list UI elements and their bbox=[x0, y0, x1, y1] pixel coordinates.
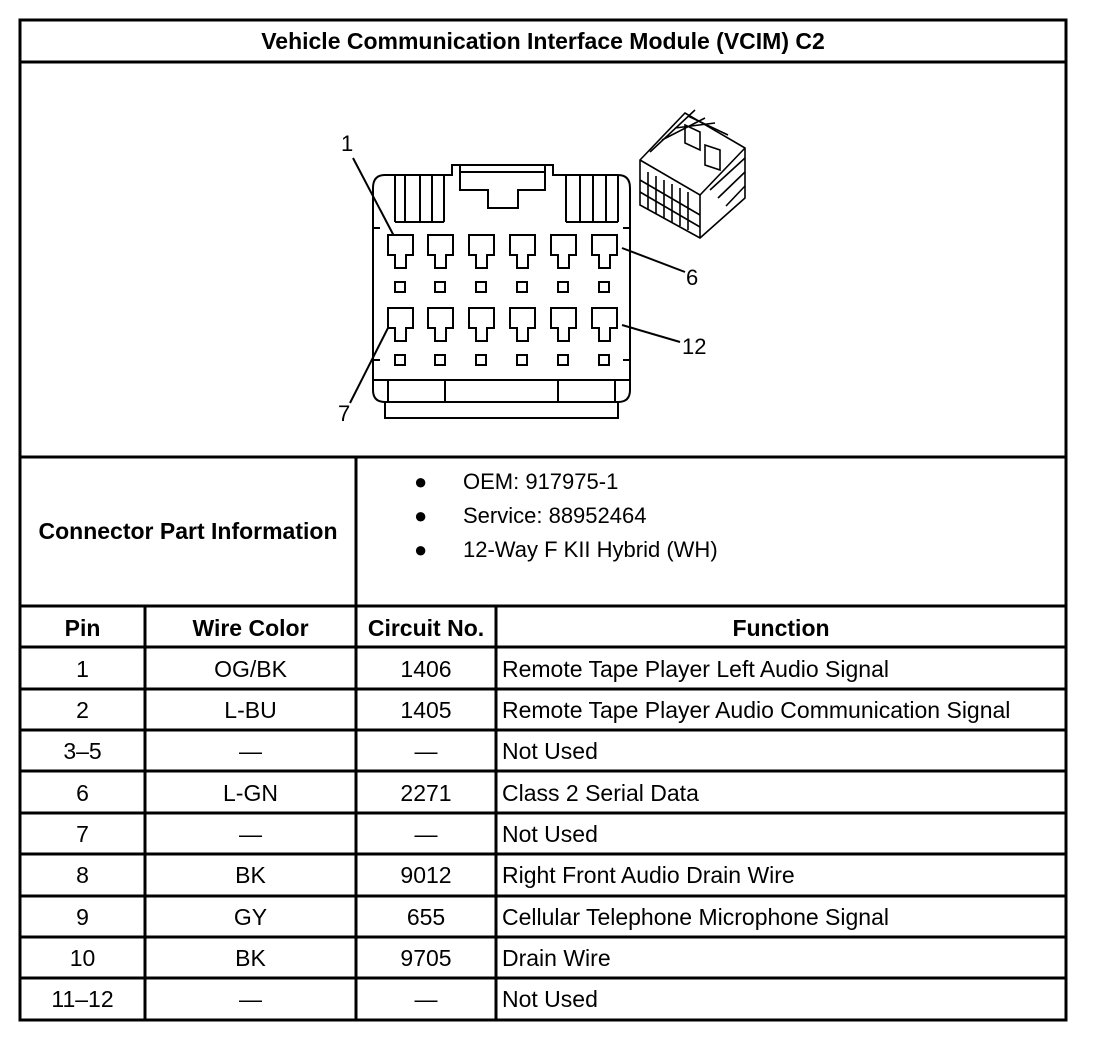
header-function: Function bbox=[732, 615, 830, 641]
table-cell-wire-color: OG/BK bbox=[214, 656, 287, 682]
header-pin: Pin bbox=[64, 615, 101, 641]
table-cell-pin: 7 bbox=[76, 821, 89, 847]
page-title: Vehicle Communication Interface Module (VCIM) C2 bbox=[261, 28, 825, 54]
table-cell-function: Remote Tape Player Audio Communication Signal bbox=[502, 697, 1011, 723]
table-cell-circuit: 1406 bbox=[400, 656, 452, 682]
table-cell-wire-color: BK bbox=[235, 862, 266, 888]
table-cell-pin: 3–5 bbox=[63, 738, 102, 764]
table-cell-wire-color: BK bbox=[235, 945, 266, 971]
table-cell-circuit: — bbox=[414, 738, 438, 764]
table-cell-wire-color: — bbox=[239, 986, 262, 1012]
table-cell-wire-color: GY bbox=[233, 904, 268, 930]
callout-pin-1: 1 bbox=[341, 131, 354, 156]
table-cell-function: Class 2 Serial Data bbox=[502, 780, 699, 806]
table-cell-pin: 8 bbox=[76, 862, 89, 888]
header-wire-color: Wire Color bbox=[192, 615, 309, 641]
table-cell-pin: 6 bbox=[76, 780, 89, 806]
pin-terminals bbox=[388, 235, 617, 365]
table-cell-wire-color: L-GN bbox=[223, 780, 278, 806]
table-cell-wire-color: — bbox=[239, 821, 262, 847]
table-cell-pin: 10 bbox=[69, 945, 96, 971]
table-cell-circuit: 9012 bbox=[400, 862, 452, 888]
callout-pin-12: 12 bbox=[682, 334, 707, 359]
table-cell-wire-color: L-BU bbox=[224, 697, 277, 723]
header-circuit-no: Circuit No. bbox=[367, 615, 485, 641]
bullet-icon: ● bbox=[414, 469, 428, 494]
table-cell-function: Right Front Audio Drain Wire bbox=[502, 862, 795, 888]
table-cell-function: Not Used bbox=[502, 986, 598, 1012]
table-cell-function: Drain Wire bbox=[502, 945, 611, 971]
part-info-service: Service: 88952464 bbox=[463, 503, 647, 528]
table-cell-circuit: — bbox=[414, 821, 438, 847]
table-cell-pin: 11–12 bbox=[51, 986, 114, 1012]
table-cell-function: Cellular Telephone Microphone Signal bbox=[502, 904, 889, 930]
connector-3d-thumbnail-icon bbox=[640, 110, 745, 238]
table-cell-wire-color: — bbox=[239, 738, 262, 764]
part-info-label: Connector Part Information bbox=[38, 518, 338, 544]
callout-pin-7: 7 bbox=[338, 401, 351, 426]
table-cell-circuit: 2271 bbox=[400, 780, 452, 806]
part-info-oem: OEM: 917975-1 bbox=[463, 469, 619, 494]
table-cell-function: Remote Tape Player Left Audio Signal bbox=[502, 656, 889, 682]
table-cell-circuit: 655 bbox=[406, 904, 446, 930]
callout-pin-6: 6 bbox=[686, 265, 699, 290]
part-info-description: 12-Way F KII Hybrid (WH) bbox=[463, 537, 718, 562]
table-cell-function: Not Used bbox=[502, 821, 598, 847]
table-cell-pin: 9 bbox=[76, 904, 89, 930]
table-cell-pin: 1 bbox=[76, 656, 89, 682]
table-cell-pin: 2 bbox=[76, 697, 89, 723]
bullet-icon: ● bbox=[414, 503, 428, 528]
bullet-icon: ● bbox=[414, 537, 428, 562]
table-cell-circuit: 9705 bbox=[400, 945, 452, 971]
table-cell-function: Not Used bbox=[502, 738, 598, 764]
table-cell-circuit: — bbox=[414, 986, 438, 1012]
table-cell-circuit: 1405 bbox=[400, 697, 452, 723]
